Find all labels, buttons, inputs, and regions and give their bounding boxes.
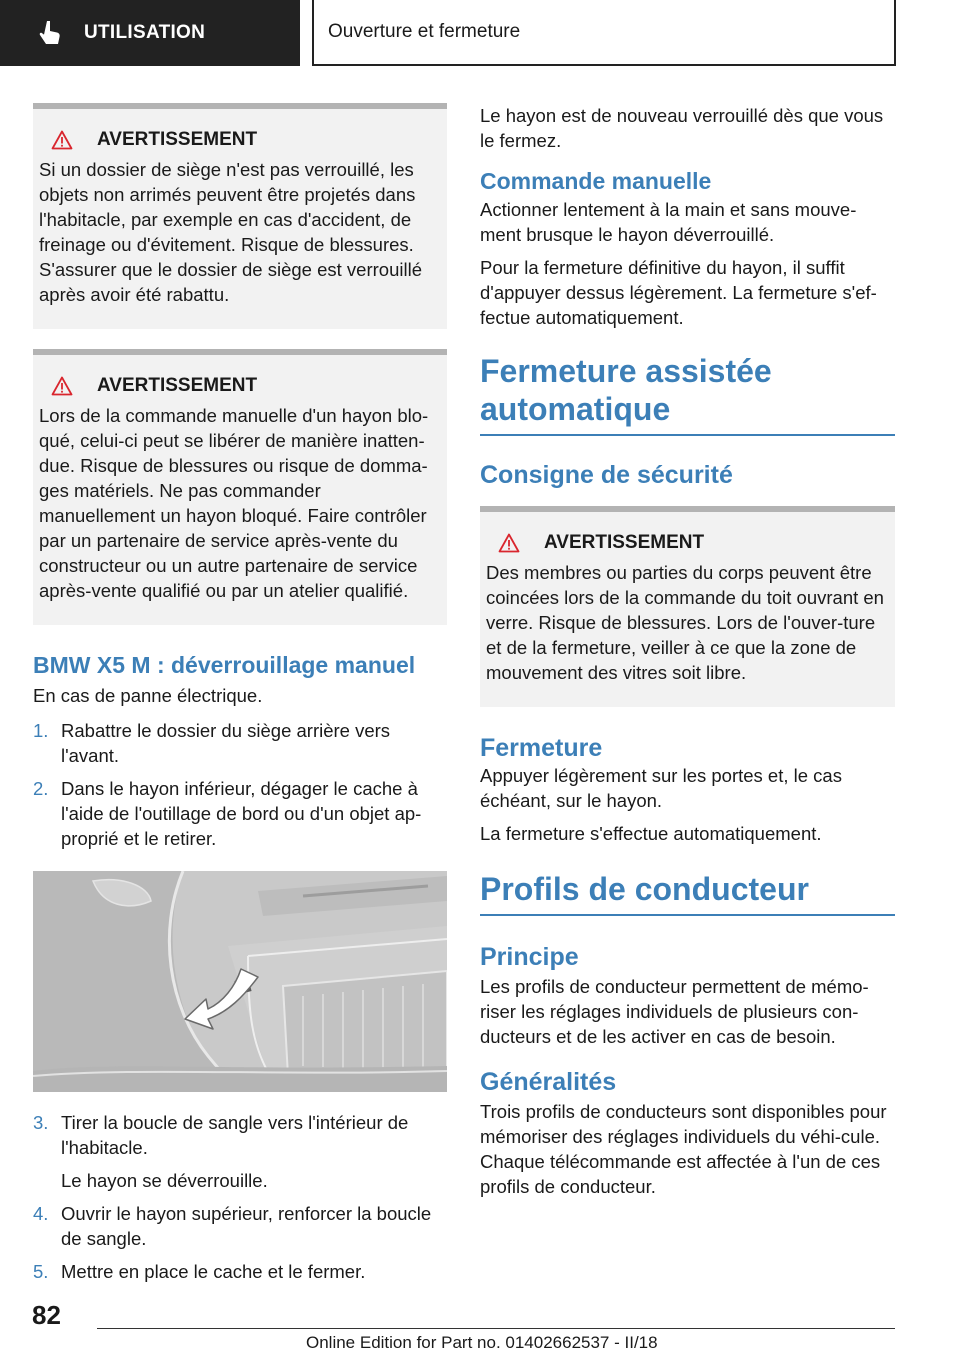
warning-box-tailgate: [33, 349, 447, 625]
warning-title: AVERTISSEMENT: [544, 532, 705, 553]
step-number: 2.: [33, 778, 49, 799]
final-closing-text: Pour la fermeture définitive du hayon, il suffit d'appuyer dessus légèrement. La fermeture s'ef-fectue automatiquement.: [480, 257, 877, 328]
general-heading: Généralités: [480, 1068, 617, 1096]
warning-text: Si un dossier de siège n'est pas verrouillé, les objets non arrimés peuvent être projetés dans l'habitacle, par exemple en cas d'accident, de freinage ou d'évitement. Risque de blessures. S'assurer que le dossier de siège est verrouillé après avoir été rabattu.: [39, 159, 422, 305]
step-item: [33, 776, 447, 851]
manual-unlock-intro: En cas de panne électrique.: [33, 685, 263, 706]
step-text: Rabattre le dossier du siège arrière vers l'avant.: [61, 720, 391, 766]
closing-heading: Fermeture: [480, 734, 603, 762]
driver-profiles-heading: Profils de conducteur: [480, 870, 895, 916]
step-text: Tirer la boucle de sangle vers l'intérieur de l'habitacle.: [61, 1112, 409, 1158]
step-number: 5.: [33, 1261, 49, 1282]
warning-text: Des membres ou parties du corps peuvent être coincées lors de la commande du toit ouvrant en verre. Risque de blessures. Lors de l'ouver-ture et de la fermeture, veiller à ce que la zone de mouvement des vitres soit libre.: [486, 562, 884, 683]
soft-close-heading: Fermeture assistée automatique: [480, 352, 895, 436]
step-note: Le hayon se déverrouille.: [61, 1170, 268, 1191]
manual-operation-heading: Commande manuelle: [480, 168, 712, 194]
step-number: 1.: [33, 720, 49, 741]
chapter-box: [312, 0, 896, 66]
warning-triangle-icon: [51, 130, 73, 150]
warning-text: Lors de la commande manuelle d'un hayon blo-qué, celui-ci peut se libérer de manière inatten-due. Risque de blessures ou risque de domma-ges matériels. Ne pas commander manuellement un hayon bloqué. Faire contrôler par un partenaire de service après-vente du constructeur ou un autre partenaire de service après-vente qualifié ou par un atelier qualifié.: [39, 405, 429, 601]
chapter-title: Ouverture et fermeture: [328, 21, 521, 42]
page-number: 82: [32, 1300, 61, 1330]
footer-rule: [97, 1328, 895, 1329]
step-number: 4.: [33, 1203, 49, 1224]
step-item: [33, 1259, 447, 1284]
section-title: UTILISATION: [84, 22, 206, 43]
page-header: [0, 0, 960, 66]
step-text: Mettre en place le cache et le fermer.: [61, 1261, 366, 1282]
principle-text: Les profils de conducteur permettent de mémo-riser les réglages individuels de plusieurs con-ducteurs et de les activer en cas de besoin.: [480, 976, 869, 1047]
pointing-hand-icon: [38, 20, 62, 46]
step-item: [33, 1201, 447, 1251]
warning-triangle-icon: [498, 533, 520, 553]
manual-unlock-heading: BMW X5 M : déverrouillage manuel: [33, 652, 416, 678]
warning-heading: [39, 129, 439, 151]
manual-operation-text: Actionner lentement à la main et sans mouve-ment brusque le hayon déverrouillé.: [480, 199, 857, 245]
closing-auto-text: La fermeture s'effectue automatiquement.: [480, 823, 822, 844]
warning-heading: [39, 375, 439, 397]
warning-title: AVERTISSEMENT: [97, 129, 258, 150]
trunk-drawing: [33, 871, 447, 1092]
right-column: [480, 103, 895, 1207]
edition-text: Online Edition for Part no. 01402662537 - II/18: [306, 1333, 658, 1352]
step-text: Dans le hayon inférieur, dégager le cache à l'aide de l'outillage de bord ou d'un objet ap-proprié et le retirer.: [61, 778, 422, 849]
warning-box-roof: [480, 506, 895, 707]
step-item: [33, 718, 447, 768]
warning-title: AVERTISSEMENT: [97, 375, 258, 396]
section-tab: [0, 0, 300, 66]
relock-text: Le hayon est de nouveau verrouillé dès que vous le fermez.: [480, 105, 884, 151]
warning-triangle-icon: [51, 376, 73, 396]
left-column: [33, 103, 447, 1292]
step-text: Ouvrir le hayon supérieur, renforcer la boucle de sangle.: [61, 1203, 432, 1249]
general-text: Trois profils de conducteurs sont disponibles pour mémoriser des réglages individuels du véhi-cule. Chaque télécommande est affectée à l'un de ces profils de conducteur.: [480, 1101, 887, 1197]
closing-text: Appuyer légèrement sur les portes et, le cas échéant, sur le hayon.: [480, 765, 842, 811]
principle-heading: Principe: [480, 943, 579, 971]
step-item: [33, 1110, 447, 1160]
warning-heading: [486, 532, 887, 554]
tailgate-illustration: [33, 871, 447, 1092]
step-number: 3.: [33, 1112, 49, 1133]
safety-heading: Consigne de sécurité: [480, 461, 733, 489]
warning-box-seat: [33, 103, 447, 329]
